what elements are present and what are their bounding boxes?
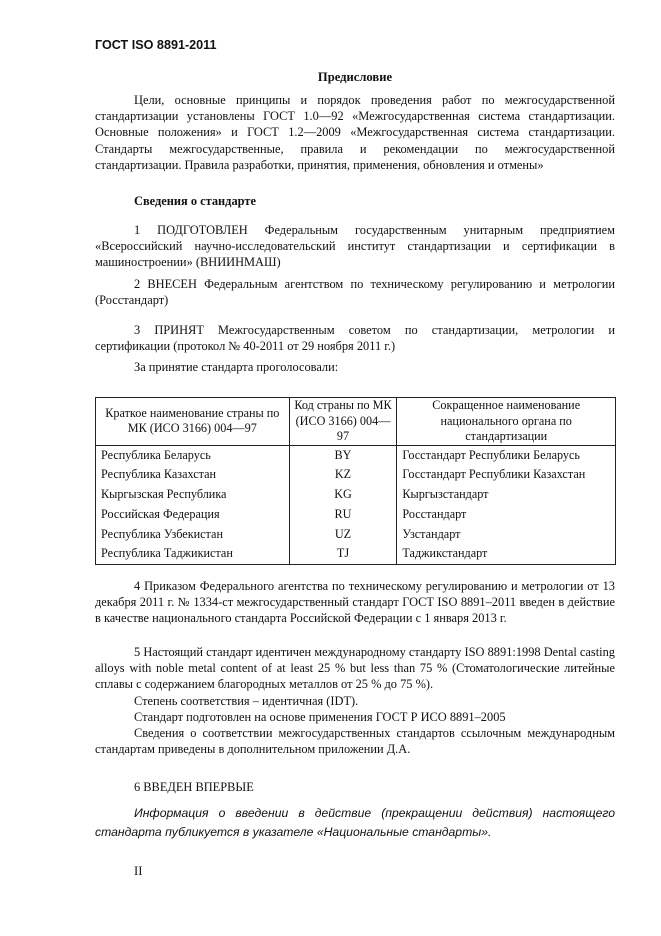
item-2-paragraph: 2 ВНЕСЕН Федеральным агентством по техническому регулированию и метрологии (Росстандарт) <box>95 277 615 308</box>
cell-code: KG <box>289 485 397 505</box>
item-5-paragraph: 5 Настоящий стандарт идентичен международному стандарту ISO 8891:1998 Dental casting alloys with noble metal content of at least 25 % but less than 75 % (Стоматологические литейные сплавы с содержанием благородных металлов от 25 % до 75 %). <box>95 645 615 692</box>
basis-paragraph: Стандарт подготовлен на основе применения ГОСТ Р ИСО 8891–2005 <box>134 709 506 724</box>
document-code-header: ГОСТ ISO 8891-2011 <box>95 38 217 52</box>
notice-block <box>95 804 615 842</box>
cell-body: Росстандарт <box>397 505 616 525</box>
item-1-paragraph: 1 ПОДГОТОВЛЕН Федеральным государственным унитарным предприятием «Всероссийский научно-исследовательский институт стандартизации и сертификации в машиностроении» (ВНИИНМАШ) <box>95 223 615 270</box>
cell-body: Таджикстандарт <box>397 544 616 564</box>
cell-code: KZ <box>289 465 397 485</box>
degree-paragraph: Степень соответствия – идентичная (IDT). <box>134 693 359 708</box>
refs-paragraph: Сведения о соответствии межгосударственных стандартов ссылочным международным стандартам приведены в дополнительном приложении Д.А. <box>95 726 615 757</box>
cell-body: Кыргызстандарт <box>397 485 616 505</box>
item-6-label: 6 ВВЕДЕН ВПЕРВЫЕ <box>134 780 254 794</box>
cell-country: Республика Казахстан <box>96 465 290 485</box>
info-title: Сведения о стандарте <box>134 194 256 208</box>
page-number: II <box>134 864 143 878</box>
header-body: Сокращенное наименование национального органа по стандартизации <box>397 398 616 446</box>
cell-code: BY <box>289 445 397 465</box>
foreword-title: Предисловие <box>317 70 393 84</box>
cell-country: Республика Таджикистан <box>96 544 290 564</box>
cell-body: Госстандарт Республики Казахстан <box>397 465 616 485</box>
foreword-paragraph: Цели, основные принципы и порядок проведения работ по межгосударственной стандартизации установлены ГОСТ 1.0—92 «Межгосударственная система стандартизации. Основные положения» и ГОСТ 1.2—2009 «Межгосударственная система стандартизации. Стандарты межгосударственные, правила и рекомендации по межгосударственной стандартизации. Правила разработки, принятия, применения, обновления и отмены» <box>95 93 615 172</box>
item-3-paragraph: 3 ПРИНЯТ Межгосударственным советом по стандартизации, метрологии и сертификации (протокол № 40-2011 от 29 ноября 2011 г.) <box>95 323 615 354</box>
voted-label: За принятие стандарта проголосовали: <box>134 360 339 374</box>
cell-body: Госстандарт Республики Беларусь <box>397 445 616 465</box>
cell-country: Республика Узбекистан <box>96 525 290 545</box>
cell-code: UZ <box>289 525 397 545</box>
item-4-block <box>95 578 615 627</box>
table-row <box>96 505 616 525</box>
cell-country: Республика Беларусь <box>96 445 290 465</box>
foreword-text-block <box>95 92 615 173</box>
item-1-block <box>95 222 615 271</box>
cell-code: RU <box>289 505 397 525</box>
cell-country: Кыргызская Республика <box>96 485 290 505</box>
cell-body: Узстандарт <box>397 525 616 545</box>
item-3-block <box>95 322 615 354</box>
item-2-block <box>95 276 615 308</box>
voting-table <box>95 397 616 565</box>
table-row <box>96 445 616 465</box>
notice-paragraph: Информация о введении в действие (прекращении действия) настоящего стандарта публикуется в указателе «Национальные стандарты». <box>95 806 615 839</box>
header-code: Код страны по МК (ИСО 3166) 004—97 <box>289 398 397 446</box>
table-row <box>96 525 616 545</box>
header-country: Краткое наименование страны по МК (ИСО 3166) 004—97 <box>96 398 290 446</box>
table-header-row <box>96 398 616 446</box>
table-row <box>96 465 616 485</box>
cell-code: TJ <box>289 544 397 564</box>
table-row <box>96 544 616 564</box>
item-5-block <box>95 644 615 757</box>
item-4-paragraph: 4 Приказом Федерального агентства по техническому регулированию и метрологии от 13 декабря 2011 г. № 1334-ст межгосударственный стандарт ГОСТ ISO 8891–2011 введен в действие в качестве национального стандарта Российской Федерации с 1 января 2013 г. <box>95 579 615 626</box>
cell-country: Российская Федерация <box>96 505 290 525</box>
table-row <box>96 485 616 505</box>
